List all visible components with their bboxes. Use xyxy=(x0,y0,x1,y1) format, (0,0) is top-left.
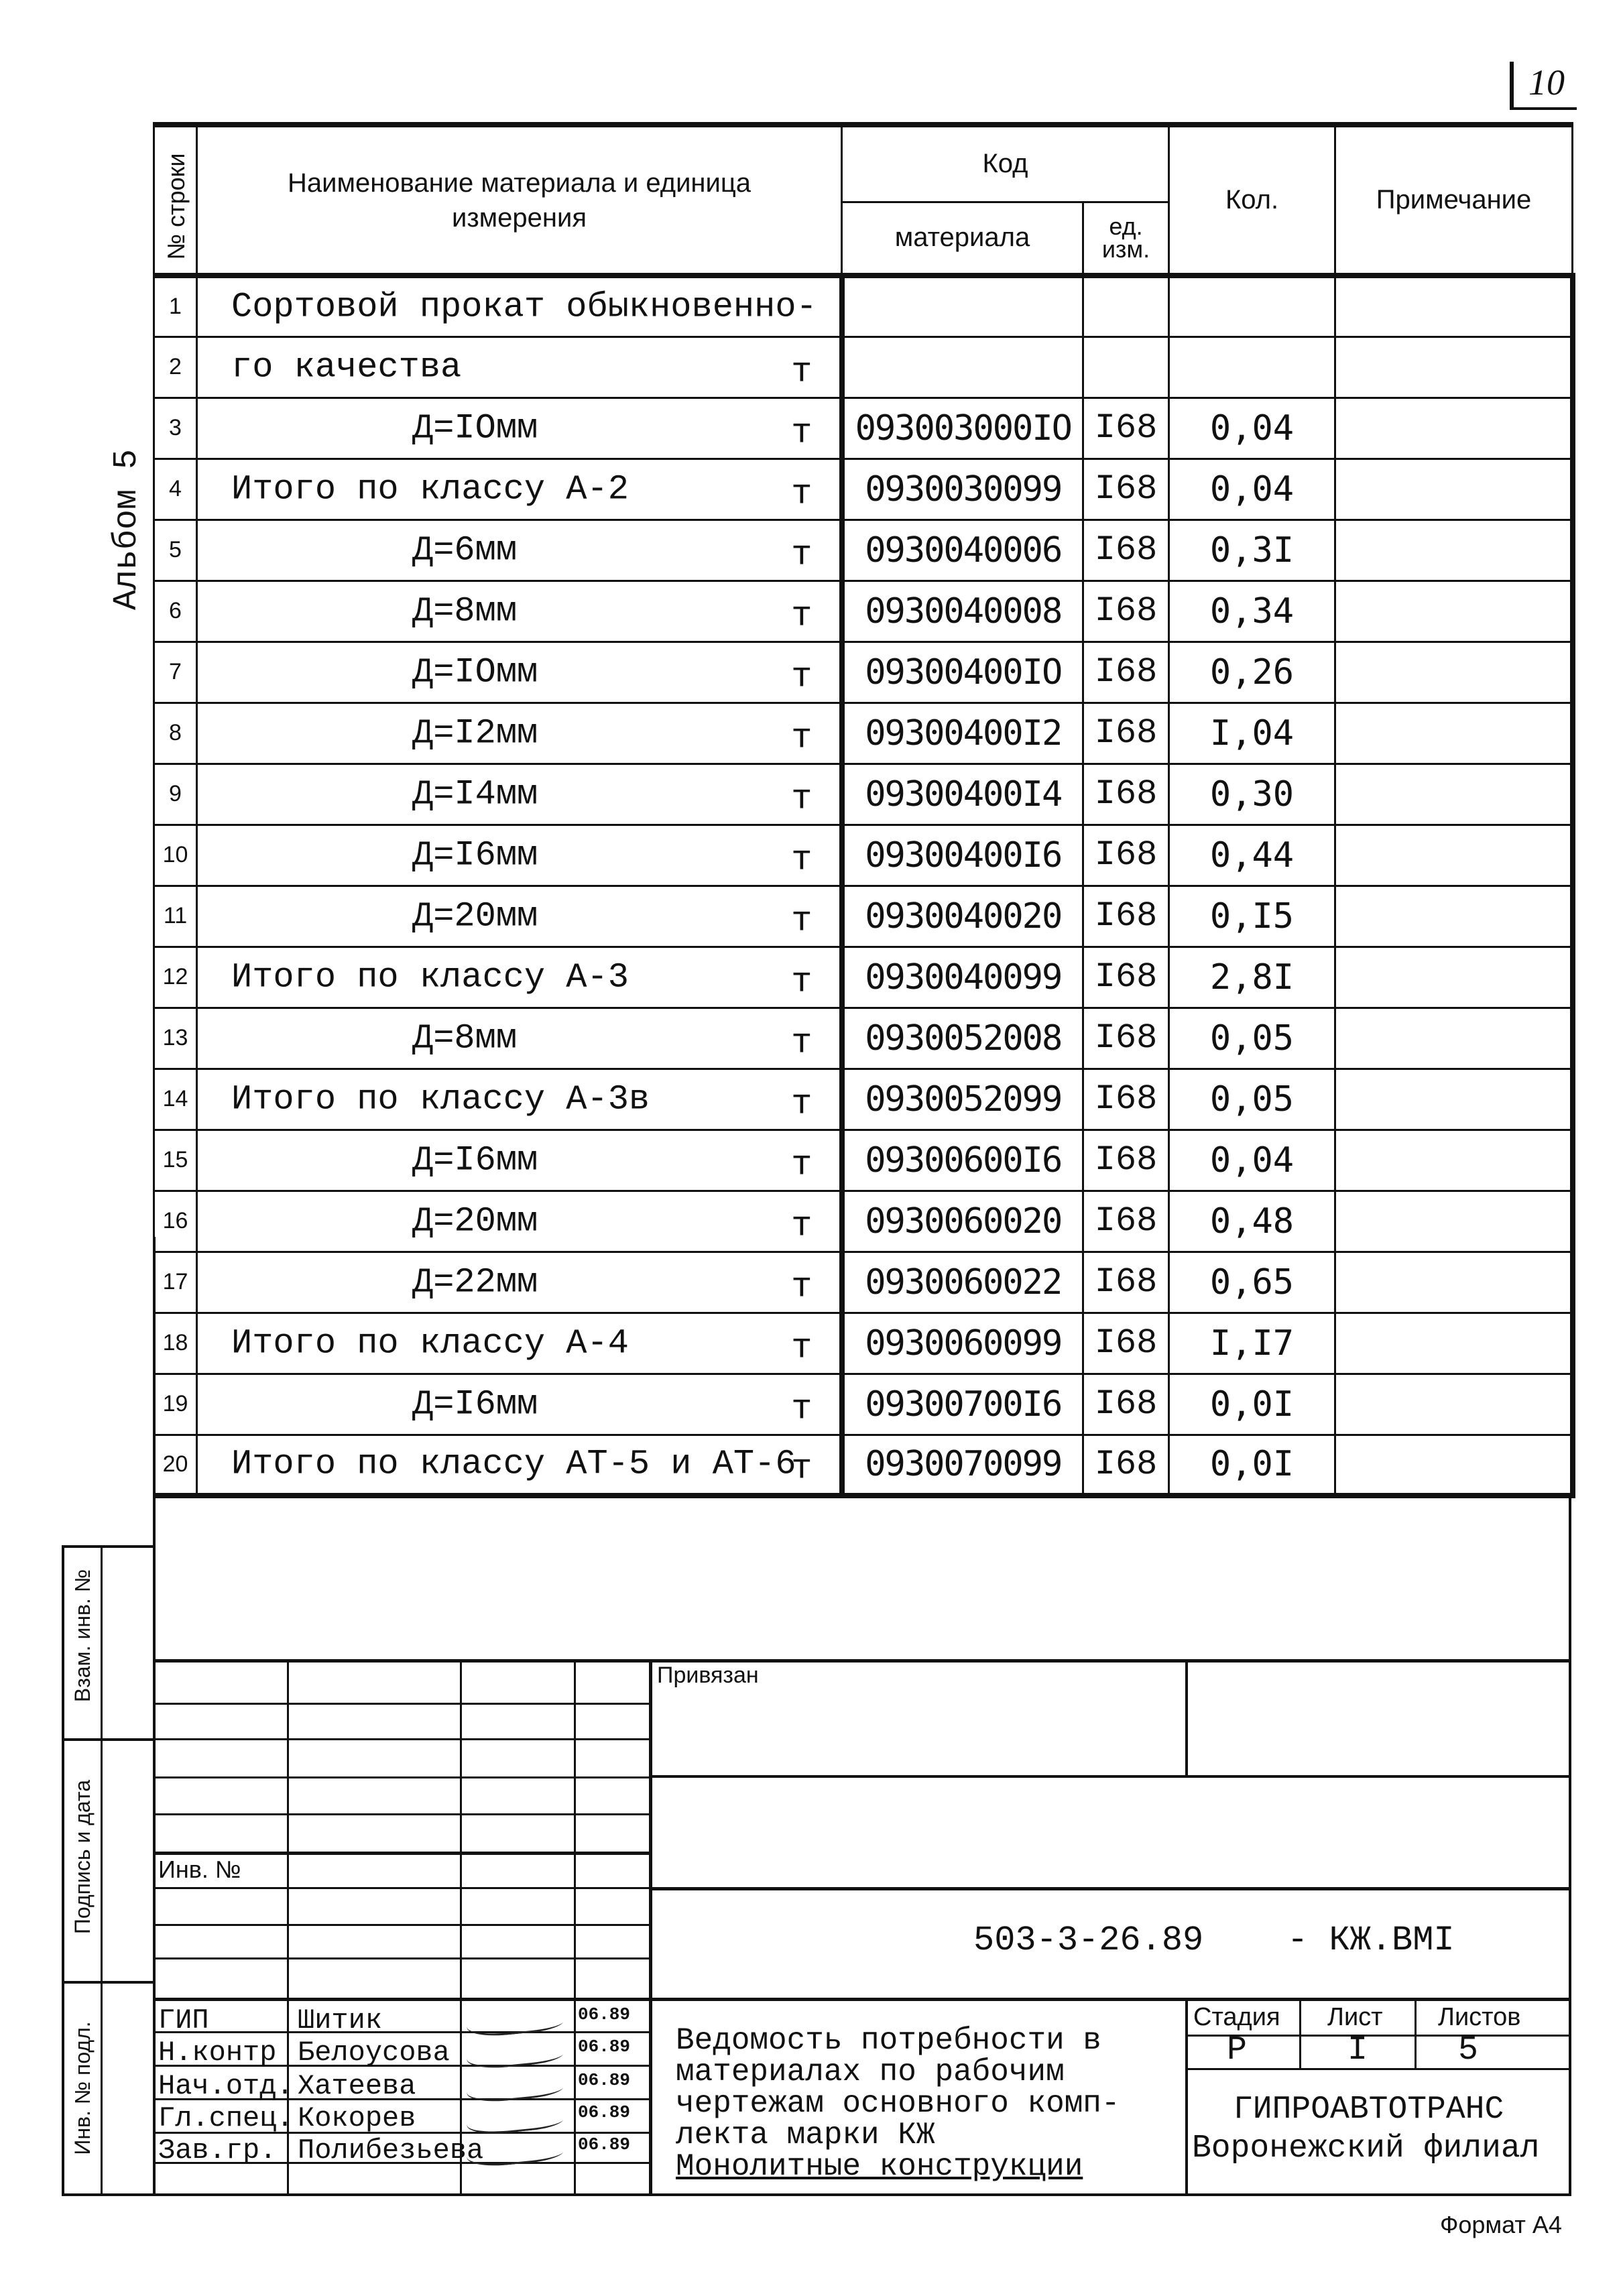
note xyxy=(1335,703,1573,764)
signature-role: Зав.гр. xyxy=(158,2134,277,2167)
signature-role: Гл.спец. xyxy=(158,2102,294,2134)
note xyxy=(1335,1008,1573,1069)
signature-date: 06.89 xyxy=(578,2134,631,2155)
table-row xyxy=(154,276,1573,337)
material-name xyxy=(197,642,842,703)
material-name xyxy=(197,947,842,1008)
material-unit: т xyxy=(791,1328,813,1368)
doc-title-line-2: материалах по рабочим xyxy=(676,2055,1065,2090)
note xyxy=(1335,1252,1573,1313)
sheets-label: Листов xyxy=(1438,2003,1521,2031)
quantity xyxy=(1169,337,1335,398)
quantity: 0,65 xyxy=(1169,1252,1335,1313)
table-row xyxy=(154,1252,1573,1313)
material-unit: т xyxy=(791,1206,813,1246)
signature-date: 06.89 xyxy=(578,2004,631,2025)
quantity: 0,I5 xyxy=(1169,886,1335,947)
doc-mark: - КЖ.ВМI xyxy=(1287,1921,1455,1960)
sheets-value: 5 xyxy=(1458,2031,1479,2069)
row-number: 16 xyxy=(154,1191,197,1252)
unit-code: I68 xyxy=(1083,1191,1169,1252)
signature-date: 06.89 xyxy=(578,2070,631,2090)
row-number: 9 xyxy=(154,764,197,825)
unit-code: I68 xyxy=(1083,642,1169,703)
material-code: 09300400I2 xyxy=(842,703,1083,764)
row-number: 20 xyxy=(154,1435,197,1496)
unit-code: I68 xyxy=(1083,459,1169,520)
note xyxy=(1335,337,1573,398)
note xyxy=(1335,1069,1573,1130)
signature-role: Нач.отд. xyxy=(158,2070,294,2102)
row-number: 17 xyxy=(154,1252,197,1313)
material-name xyxy=(197,581,842,642)
table-row xyxy=(154,398,1573,459)
table-row xyxy=(154,1191,1573,1252)
table-row xyxy=(154,581,1573,642)
material-name xyxy=(197,1435,842,1496)
header-code: Код xyxy=(842,125,1169,202)
table-row xyxy=(154,825,1573,886)
unit-code: I68 xyxy=(1083,1252,1169,1313)
material-name xyxy=(197,1008,842,1069)
signature-name: Шитик xyxy=(298,2004,383,2037)
material-name-text: Д=8мм xyxy=(412,1018,518,1058)
table-row xyxy=(154,520,1573,581)
stage-value: Р xyxy=(1227,2031,1248,2069)
unit-code: I68 xyxy=(1083,947,1169,1008)
material-name-text: Итого по классу А-3в xyxy=(231,1079,650,1119)
stage-label: Стадия xyxy=(1193,2003,1280,2031)
material-name-text: Д=IОмм xyxy=(412,408,538,448)
material-unit: т xyxy=(791,1145,813,1185)
header-code-material: материала xyxy=(842,202,1083,276)
material-code xyxy=(842,337,1083,398)
note xyxy=(1335,825,1573,886)
handwritten-signature xyxy=(463,2004,570,2039)
inv-podl-label: Инв. № подл. xyxy=(70,2021,95,2155)
org-name: ГИПРОАВТОТРАНС xyxy=(1234,2092,1504,2128)
signature-role: Н.контр xyxy=(158,2037,277,2069)
table-row xyxy=(154,764,1573,825)
table-row xyxy=(154,459,1573,520)
signature-name: Хатеева xyxy=(298,2070,416,2102)
header-row-no: № строки xyxy=(154,125,197,276)
header-note: Примечание xyxy=(1335,125,1573,276)
row-number: 5 xyxy=(154,520,197,581)
material-name xyxy=(197,1130,842,1191)
quantity: I,I7 xyxy=(1169,1313,1335,1374)
note xyxy=(1335,1191,1573,1252)
note xyxy=(1335,581,1573,642)
material-code: 0930070099 xyxy=(842,1435,1083,1496)
signature-name: Полибезьева xyxy=(298,2134,484,2167)
album-label: Альбом 5 xyxy=(108,448,146,611)
material-unit: т xyxy=(791,1084,813,1124)
left-frame-line xyxy=(153,1237,156,2195)
row-number: 10 xyxy=(154,825,197,886)
material-name xyxy=(197,1252,842,1313)
note xyxy=(1335,1130,1573,1191)
unit-code: I68 xyxy=(1083,1130,1169,1191)
material-name-text: Д=I4мм xyxy=(412,774,538,814)
material-name-text: Д=8мм xyxy=(412,591,518,631)
material-code: 09300400I6 xyxy=(842,825,1083,886)
material-name xyxy=(197,1069,842,1130)
material-name xyxy=(197,459,842,520)
quantity: 0,34 xyxy=(1169,581,1335,642)
unit-code: I68 xyxy=(1083,886,1169,947)
table-row xyxy=(154,947,1573,1008)
quantity: 0,0I xyxy=(1169,1374,1335,1435)
material-name xyxy=(197,886,842,947)
table-row xyxy=(154,1069,1573,1130)
sheet-label: Лист xyxy=(1327,2003,1383,2031)
note xyxy=(1335,1313,1573,1374)
doc-title-line-3: чертежам основного комп- xyxy=(676,2086,1120,2121)
material-name-text: Сортовой прокат обыкновенно- xyxy=(231,287,817,327)
material-code: 0930060099 xyxy=(842,1313,1083,1374)
quantity: 0,3I xyxy=(1169,520,1335,581)
material-code: 0930040099 xyxy=(842,947,1083,1008)
signature-name: Кокорев xyxy=(298,2102,416,2134)
signature-date: 06.89 xyxy=(578,2102,631,2122)
quantity: 0,30 xyxy=(1169,764,1335,825)
unit-code: I68 xyxy=(1083,398,1169,459)
note xyxy=(1335,459,1573,520)
material-unit: т xyxy=(791,413,813,453)
note xyxy=(1335,1374,1573,1435)
quantity: 0,05 xyxy=(1169,1008,1335,1069)
materials-table xyxy=(153,122,1575,1498)
material-unit: т xyxy=(791,535,813,575)
material-name-text: Итого по классу А-4 xyxy=(231,1323,629,1363)
material-code: 09300600I6 xyxy=(842,1130,1083,1191)
material-unit: т xyxy=(791,657,813,697)
material-code: 0930060020 xyxy=(842,1191,1083,1252)
row-number: 1 xyxy=(154,276,197,337)
unit-code: I68 xyxy=(1083,520,1169,581)
material-name xyxy=(197,825,842,886)
material-unit: т xyxy=(791,779,813,819)
quantity: 0,05 xyxy=(1169,1069,1335,1130)
table-row xyxy=(154,642,1573,703)
table-row xyxy=(154,337,1573,398)
inv-no-label: Инв. № xyxy=(158,1856,241,1883)
material-name-text: Итого по классу АТ-5 и АТ-6 xyxy=(231,1444,796,1484)
material-name xyxy=(197,337,842,398)
quantity: 0,0I xyxy=(1169,1435,1335,1496)
material-unit: т xyxy=(791,352,813,392)
material-code: 09300400IO xyxy=(842,642,1083,703)
table-row xyxy=(154,1008,1573,1069)
table-row xyxy=(154,886,1573,947)
quantity xyxy=(1169,276,1335,337)
material-name-text: Д=20мм xyxy=(412,1201,538,1241)
material-code: 0930052099 xyxy=(842,1069,1083,1130)
privyazan-label: Привязан xyxy=(657,1663,759,1688)
unit-code: I68 xyxy=(1083,1069,1169,1130)
quantity: I,04 xyxy=(1169,703,1335,764)
row-number: 11 xyxy=(154,886,197,947)
note xyxy=(1335,276,1573,337)
table-row xyxy=(154,703,1573,764)
material-code: 09300700I6 xyxy=(842,1374,1083,1435)
material-unit: т xyxy=(791,1267,813,1307)
material-code: 0930030099 xyxy=(842,459,1083,520)
org-branch: Воронежский филиал xyxy=(1192,2130,1540,2167)
material-unit: т xyxy=(791,962,813,1002)
row-number: 7 xyxy=(154,642,197,703)
table-row xyxy=(154,1435,1573,1496)
material-unit: т xyxy=(791,1023,813,1063)
quantity: 0,48 xyxy=(1169,1191,1335,1252)
row-number: 6 xyxy=(154,581,197,642)
quantity: 0,26 xyxy=(1169,642,1335,703)
header-code-unit: ед. изм. xyxy=(1083,202,1169,276)
material-name-text: Д=20мм xyxy=(412,896,538,936)
doc-code: 503-3-26.89 xyxy=(973,1921,1204,1960)
note xyxy=(1335,642,1573,703)
side-stamp-box xyxy=(62,1545,64,2195)
material-name-text: Д=I2мм xyxy=(412,713,538,753)
material-name xyxy=(197,764,842,825)
material-name-text: Д=6мм xyxy=(412,530,518,570)
note xyxy=(1335,520,1573,581)
unit-code: I68 xyxy=(1083,581,1169,642)
material-name-text: Итого по классу А-2 xyxy=(231,469,629,509)
table-row xyxy=(154,1374,1573,1435)
signature-role: ГИП xyxy=(158,2004,209,2037)
material-name xyxy=(197,1191,842,1252)
material-code: 0930060022 xyxy=(842,1252,1083,1313)
quantity: 0,04 xyxy=(1169,459,1335,520)
unit-code: I68 xyxy=(1083,1008,1169,1069)
row-number: 12 xyxy=(154,947,197,1008)
row-number: 3 xyxy=(154,398,197,459)
material-name-text: Д=I6мм xyxy=(412,835,538,875)
material-name xyxy=(197,1374,842,1435)
material-code: 0930040020 xyxy=(842,886,1083,947)
material-name xyxy=(197,703,842,764)
material-code xyxy=(842,276,1083,337)
quantity: 0,44 xyxy=(1169,825,1335,886)
doc-title-line-5: Монолитные конструкции xyxy=(676,2149,1083,2184)
unit-code: I68 xyxy=(1083,1374,1169,1435)
sheet-value: I xyxy=(1347,2031,1368,2069)
doc-title-line-4: лекта марки КЖ xyxy=(676,2118,935,2153)
unit-code: I68 xyxy=(1083,703,1169,764)
note xyxy=(1335,1435,1573,1496)
material-name xyxy=(197,276,842,337)
material-name-text: го качества xyxy=(231,347,462,387)
material-code: 0930040006 xyxy=(842,520,1083,581)
material-name-text: Д=I6мм xyxy=(412,1384,538,1424)
page-number-underline xyxy=(1510,107,1577,110)
material-unit: т xyxy=(791,718,813,758)
row-number: 14 xyxy=(154,1069,197,1130)
material-unit: т xyxy=(791,901,813,941)
format-label: Формат А4 xyxy=(1440,2211,1562,2238)
signature-name: Белоусова xyxy=(298,2037,450,2069)
row-number: 18 xyxy=(154,1313,197,1374)
material-code: 0930052008 xyxy=(842,1008,1083,1069)
row-number: 13 xyxy=(154,1008,197,1069)
table-row xyxy=(154,1313,1573,1374)
quantity: 0,04 xyxy=(1169,1130,1335,1191)
material-unit: т xyxy=(791,1449,813,1489)
note xyxy=(1335,947,1573,1008)
note xyxy=(1335,398,1573,459)
unit-code xyxy=(1083,337,1169,398)
material-name-text: Д=IОмм xyxy=(412,652,538,692)
table-row xyxy=(154,1130,1573,1191)
header-name: Наименование материала и единица измерения xyxy=(197,125,842,276)
material-unit: т xyxy=(791,840,813,880)
page-number-mark xyxy=(1510,62,1514,109)
vzam-inv-label: Взам. инв. № xyxy=(70,1569,95,1703)
material-name xyxy=(197,520,842,581)
material-name-text: Итого по классу А-3 xyxy=(231,957,629,997)
material-name-text: Д=22мм xyxy=(412,1262,538,1302)
unit-code: I68 xyxy=(1083,1313,1169,1374)
quantity: 0,04 xyxy=(1169,398,1335,459)
unit-code xyxy=(1083,276,1169,337)
note xyxy=(1335,886,1573,947)
right-frame-line xyxy=(1569,1495,1571,2195)
material-unit: т xyxy=(791,596,813,636)
unit-code: I68 xyxy=(1083,1435,1169,1496)
quantity: 2,8I xyxy=(1169,947,1335,1008)
material-unit: т xyxy=(791,474,813,514)
row-number: 4 xyxy=(154,459,197,520)
material-name xyxy=(197,1313,842,1374)
row-number: 8 xyxy=(154,703,197,764)
row-number: 19 xyxy=(154,1374,197,1435)
material-name xyxy=(197,398,842,459)
material-code: 09300400I4 xyxy=(842,764,1083,825)
unit-code: I68 xyxy=(1083,825,1169,886)
podpis-data-label: Подпись и дата xyxy=(70,1779,95,1935)
unit-code: I68 xyxy=(1083,764,1169,825)
material-code: 093003000IO xyxy=(842,398,1083,459)
material-unit: т xyxy=(791,1389,813,1429)
signature-date: 06.89 xyxy=(578,2037,631,2057)
row-number: 2 xyxy=(154,337,197,398)
material-name-text: Д=I6мм xyxy=(412,1140,538,1180)
material-code: 0930040008 xyxy=(842,581,1083,642)
note xyxy=(1335,764,1573,825)
page-number: 10 xyxy=(1528,62,1565,103)
header-qty: Кол. xyxy=(1169,125,1335,276)
row-number: 15 xyxy=(154,1130,197,1191)
doc-title-line-1: Ведомость потребности в xyxy=(676,2023,1101,2058)
